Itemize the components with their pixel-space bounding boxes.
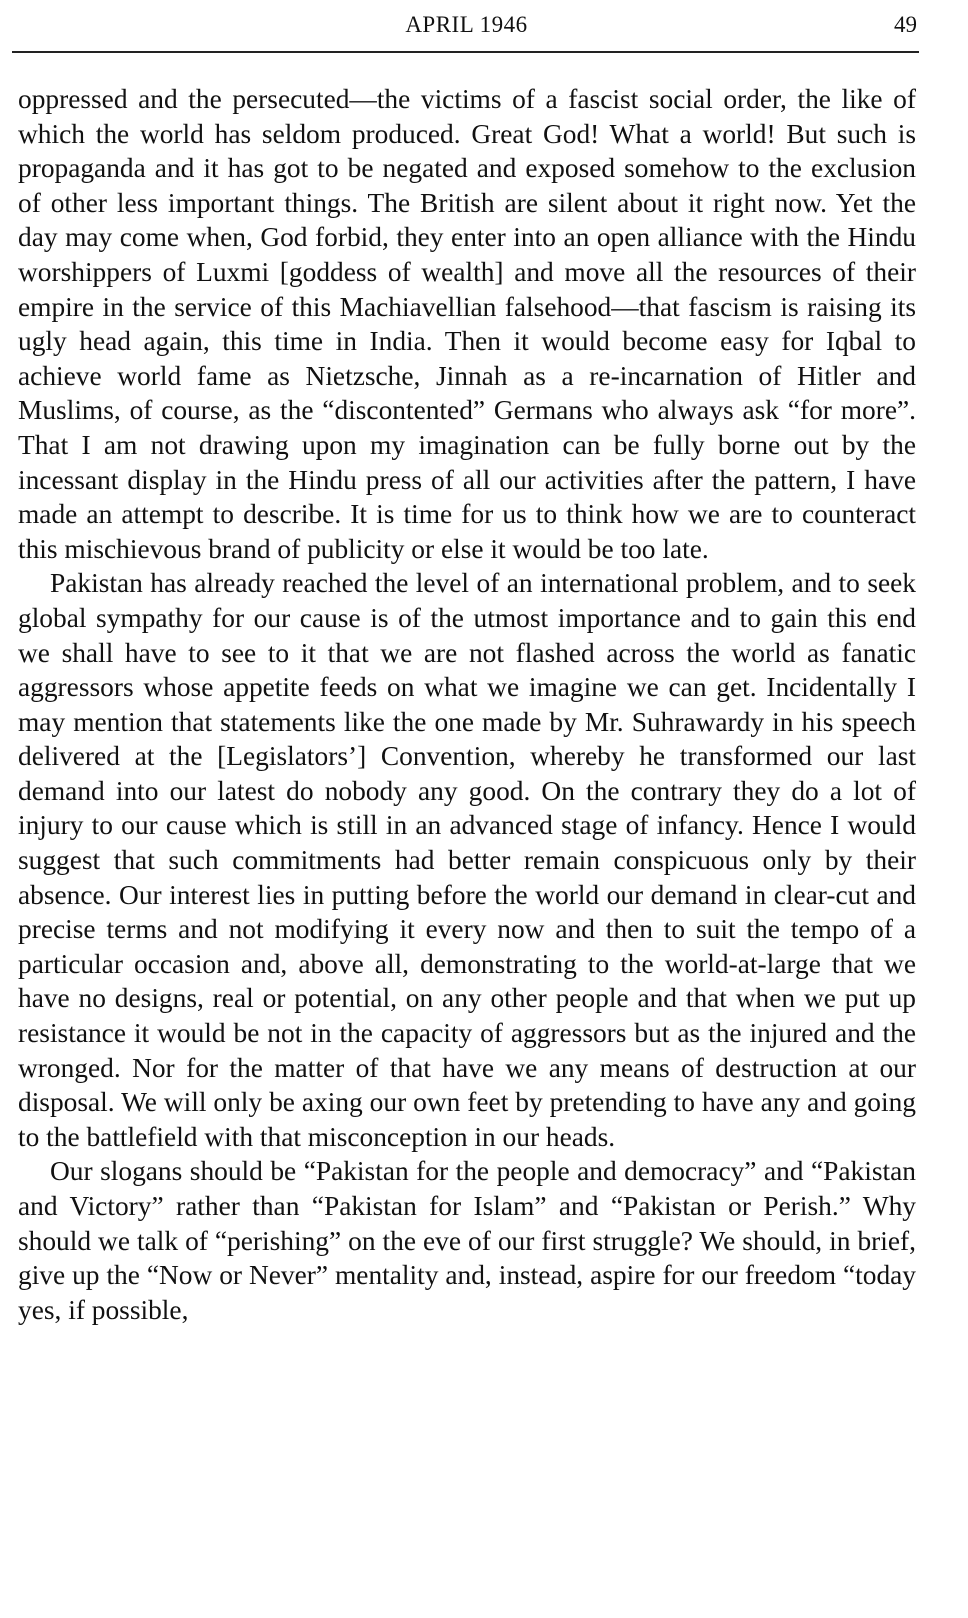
running-title: APRIL 1946 [405, 12, 528, 37]
header-rule [12, 51, 919, 53]
running-head [14, 10, 919, 44]
paragraph-1: oppressed and the persecuted—the victims of a fascist social order, the like of which the world has seldom produced. Great God! What a world! But such is propaganda and it has got to be negated and exposed somehow to the exclusion of other less important things. The British are silent about it right now. Yet the day may come when, God forbid, they enter into an open alliance with the Hindu worshippers of Luxmi [goddess of wealth] and move all the resources of their empire in the service of this Machiavellian falsehood—that fascism is raising its ugly head again, this time in India. Then it would become easy for Iqbal to achieve world fame as Nietzsche, Jinnah as a re-incarnation of Hitler and Muslims, of course, as the “discontented” Germans who always ask “for more”. That I am not drawing upon my imagination can be fully borne out by the incessant display in the Hindu press of all our activities after the pattern, I have made an attempt to describe. It is time for us to think how we are to counteract this mischievous brand of publicity or else it would be too late. [18, 84, 916, 564]
body-text [18, 82, 916, 1327]
paragraph-3: Our slogans should be “Pakistan for the people and democracy” and “Pakistan and Victory” rather than “Pakistan for Islam” and “Pakistan or Perish.” Why should we talk of “perishing” on the eve of our first struggle? We should, in brief, give up the “Now or Never” mentality and, instead, aspire for our freedom “today yes, if possible, [18, 1156, 916, 1325]
paragraph-2: Pakistan has already reached the level of an international problem, and to seek global sympathy for our cause is of the utmost importance and to gain this end we shall have to see to it that we are not flashed across the world as fanatic aggressors whose appetite feeds on what we imagine we can get. Incidentally I may mention that statements like the one made by Mr. Suhrawardy in his speech delivered at the [Legislators’] Convention, whereby he transformed our last demand into our latest do nobody any good. On the contrary they do a lot of injury to our cause which is still in an advanced stage of infancy. Hence I would suggest that such commitments had better remain conspicuous only by their absence. Our interest lies in putting before the world our demand in clear-cut and precise terms and not modifying it every now and then to suit the tempo of a particular occasion and, above all, demonstrating to the world-at-large that we have no designs, real or potential, on any other people and that when we put up resistance it would be not in the capacity of aggressors but as the injured and the wronged. Nor for the matter of that have we any means of destruction at our disposal. We will only be axing our own feet by pretending to have any and going to the battlefield with that misconception in our heads. [18, 568, 916, 1152]
page-number: 49 [894, 12, 917, 37]
